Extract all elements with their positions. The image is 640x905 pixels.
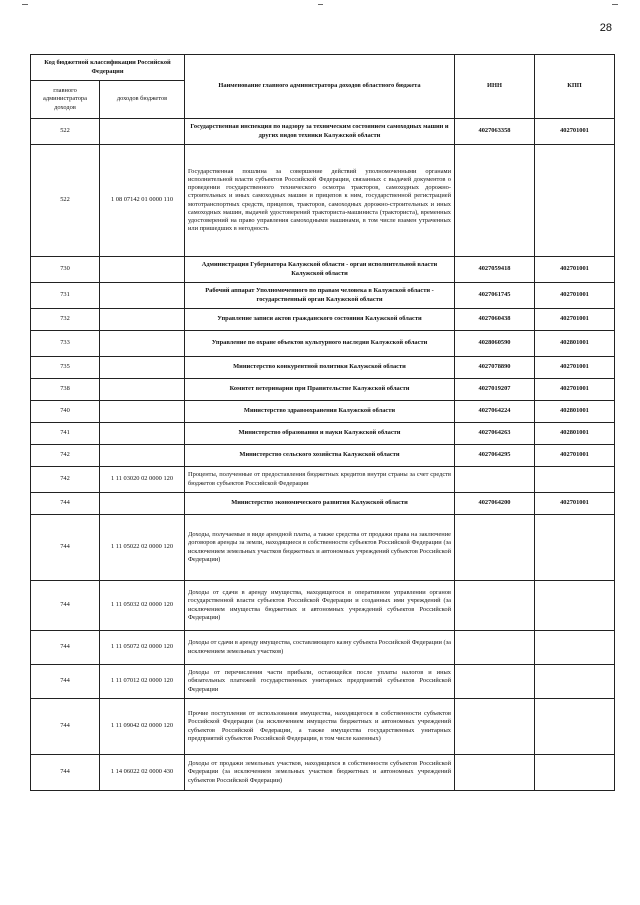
administrator-name-cell: Прочие поступления от использования имущества, находящегося в собственности субъектов Российской Федерации (за исключением имущества бюджетных и автономных учреждений субъектов Российской Федерации, а также имущества государственных унитарных предприятий субъектов Российской Федерации, в том числе казенных) xyxy=(185,699,455,755)
page-number: 28 xyxy=(599,22,612,34)
administrator-name-cell: Администрация Губернатора Калужской области - орган исполнительной власти Калужской области xyxy=(185,257,455,283)
table-row xyxy=(31,445,615,467)
inn-cell: 4027063358 xyxy=(455,119,535,145)
inn-cell: 4027064200 xyxy=(455,493,535,515)
inn-cell xyxy=(455,631,535,665)
header-name: Наименование главного администратора доходов областного бюджета xyxy=(185,55,455,119)
kpp-cell xyxy=(535,755,615,791)
scan-mark xyxy=(318,4,323,5)
administrator-name-cell: Министерство сельского хозяйства Калужской области xyxy=(185,445,455,467)
administrator-name-cell: Государственная инспекция по надзору за техническим состоянием самоходных машин и других видов техники Калужской области xyxy=(185,119,455,145)
kpp-cell: 402701001 xyxy=(535,493,615,515)
table-row xyxy=(31,401,615,423)
admin-code-cell: 522 xyxy=(31,119,100,145)
admin-code-cell: 732 xyxy=(31,309,100,331)
table-row xyxy=(31,357,615,379)
admin-code-cell: 742 xyxy=(31,445,100,467)
administrator-name-cell: Комитет ветеринарии при Правительстве Калужской области xyxy=(185,379,455,401)
administrator-name-cell: Министерство конкурентной политики Калужской области xyxy=(185,357,455,379)
kpp-cell: 402701001 xyxy=(535,357,615,379)
table-row xyxy=(31,331,615,357)
inn-cell: 4027064295 xyxy=(455,445,535,467)
income-code-cell xyxy=(100,283,185,309)
administrator-name-cell: Управление по охране объектов культурного наследия Калужской области xyxy=(185,331,455,357)
kpp-cell: 402701001 xyxy=(535,309,615,331)
administrator-name-cell: Управление записи актов гражданского состояния Калужской области xyxy=(185,309,455,331)
header-admin-code: главного администратора доходов xyxy=(31,81,100,119)
inn-cell xyxy=(455,665,535,699)
administrator-name-cell: Доходы, получаемые в виде арендной платы, а также средства от продажи права на заключение договоров аренды за земли, находящиеся в собственности субъектов Российской Федерации (за исключением земельных участков бюджетных и автономных учреждений субъектов Российской Федерации) xyxy=(185,515,455,581)
administrator-name-cell: Министерство образования и науки Калужской области xyxy=(185,423,455,445)
inn-cell: 4027064263 xyxy=(455,423,535,445)
admin-code-cell: 730 xyxy=(31,257,100,283)
administrator-name-cell: Доходы от перечисления части прибыли, остающейся после уплаты налогов и иных обязательных платежей государственных унитарных предприятий субъектов Российской Федерации xyxy=(185,665,455,699)
inn-cell: 4028060590 xyxy=(455,331,535,357)
admin-code-cell: 742 xyxy=(31,467,100,493)
scan-mark xyxy=(22,4,28,5)
kpp-cell: 402701001 xyxy=(535,257,615,283)
kpp-cell: 402701001 xyxy=(535,283,615,309)
admin-code-cell: 735 xyxy=(31,357,100,379)
table-row xyxy=(31,631,615,665)
header-kbk-group: Код бюджетной классификации Российской Федерации xyxy=(31,55,185,81)
inn-cell xyxy=(455,467,535,493)
header-kpp: КПП xyxy=(535,55,615,119)
inn-cell: 4027078890 xyxy=(455,357,535,379)
admin-code-cell: 744 xyxy=(31,755,100,791)
income-code-cell xyxy=(100,257,185,283)
administrator-name-cell: Доходы от сдачи в аренду имущества, находящегося в оперативном управлении органов государственной власти субъектов Российской Федерации и созданных ими учреждений (за исключением имущества бюджетных и автономных учреждений субъектов Российской Федерации) xyxy=(185,581,455,631)
inn-cell xyxy=(455,515,535,581)
income-code-cell: 1 11 05022 02 0000 120 xyxy=(100,515,185,581)
inn-cell: 4027061745 xyxy=(455,283,535,309)
administrator-name-cell: Доходы от продажи земельных участков, находящихся в собственности субъектов Российской Федерации (за исключением земельных участков бюджетных и автономных учреждений субъектов Российской Федерации) xyxy=(185,755,455,791)
inn-cell xyxy=(455,699,535,755)
table-body xyxy=(31,119,615,791)
administrator-name-cell: Министерство экономического развития Калужской области xyxy=(185,493,455,515)
header-inn: ИНН xyxy=(455,55,535,119)
income-code-cell: 1 11 05072 02 0000 120 xyxy=(100,631,185,665)
inn-cell xyxy=(455,755,535,791)
income-code-cell: 1 11 07012 02 0000 120 xyxy=(100,665,185,699)
table-row xyxy=(31,581,615,631)
administrator-name-cell: Доходы от сдачи в аренду имущества, составляющего казну субъекта Российской Федерации (за исключением земельных участков) xyxy=(185,631,455,665)
kpp-cell: 402801001 xyxy=(535,423,615,445)
admin-code-cell: 733 xyxy=(31,331,100,357)
table-row xyxy=(31,309,615,331)
kpp-cell xyxy=(535,467,615,493)
admin-code-cell: 731 xyxy=(31,283,100,309)
admin-code-cell: 744 xyxy=(31,515,100,581)
income-code-cell xyxy=(100,119,185,145)
inn-cell xyxy=(455,145,535,257)
administrator-name-cell: Министерство здравоохранения Калужской области xyxy=(185,401,455,423)
income-code-cell xyxy=(100,357,185,379)
inn-cell xyxy=(455,581,535,631)
admin-code-cell: 744 xyxy=(31,493,100,515)
table-row xyxy=(31,257,615,283)
admin-code-cell: 738 xyxy=(31,379,100,401)
table-row xyxy=(31,493,615,515)
administrator-name-cell: Рабочий аппарат Уполномоченного по правам человека в Калужской области - государственный орган Калужской области xyxy=(185,283,455,309)
kpp-cell: 402701001 xyxy=(535,445,615,467)
income-code-cell xyxy=(100,445,185,467)
table-row xyxy=(31,119,615,145)
kpp-cell xyxy=(535,581,615,631)
inn-cell: 4027059418 xyxy=(455,257,535,283)
administrator-name-cell: Государственная пошлина за совершение действий уполномоченными органами исполнительной власти субъектов Российской Федерации, связанных с выдачей документов о проведении государственного технического осмотра тракторов, самоходных дорожно-строительных и иных самоходных машин и прицепов к ним, государственной регистрацией мототранспортных средств, прицепов, тракторов, самоходных дорожно-строительных и иных самоходных машин, выдачей удостоверений тракториста-машиниста (тракториста), временных удостоверений на право управления самоходными машинами, в том числе взамен утраченных или пришедших в негодность xyxy=(185,145,455,257)
table-row xyxy=(31,379,615,401)
admin-code-cell: 522 xyxy=(31,145,100,257)
table-row xyxy=(31,423,615,445)
income-administrators-table xyxy=(30,54,615,791)
kpp-cell: 402801001 xyxy=(535,401,615,423)
income-code-cell xyxy=(100,331,185,357)
income-code-cell: 1 11 05032 02 0000 120 xyxy=(100,581,185,631)
income-code-cell xyxy=(100,493,185,515)
income-code-cell xyxy=(100,309,185,331)
income-code-cell: 1 08 07142 01 0000 110 xyxy=(100,145,185,257)
income-code-cell: 1 11 03020 02 0000 120 xyxy=(100,467,185,493)
admin-code-cell: 744 xyxy=(31,631,100,665)
table-row xyxy=(31,283,615,309)
inn-cell: 4027064224 xyxy=(455,401,535,423)
income-code-cell: 1 11 09042 02 0000 120 xyxy=(100,699,185,755)
table-row xyxy=(31,515,615,581)
admin-code-cell: 740 xyxy=(31,401,100,423)
kpp-cell xyxy=(535,699,615,755)
income-code-cell xyxy=(100,401,185,423)
kpp-cell: 402701001 xyxy=(535,379,615,401)
kpp-cell: 402801001 xyxy=(535,331,615,357)
administrator-name-cell: Проценты, полученные от предоставления бюджетных кредитов внутри страны за счет средств бюджетов субъектов Российской Федерации xyxy=(185,467,455,493)
kpp-cell xyxy=(535,145,615,257)
table-row xyxy=(31,467,615,493)
admin-code-cell: 744 xyxy=(31,699,100,755)
header-income-code: доходов бюджетов xyxy=(100,81,185,119)
income-code-cell xyxy=(100,423,185,445)
table-row xyxy=(31,665,615,699)
admin-code-cell: 744 xyxy=(31,665,100,699)
table-row xyxy=(31,755,615,791)
table-row xyxy=(31,699,615,755)
kpp-cell: 402701001 xyxy=(535,119,615,145)
kpp-cell xyxy=(535,665,615,699)
kpp-cell xyxy=(535,515,615,581)
admin-code-cell: 744 xyxy=(31,581,100,631)
income-code-cell: 1 14 06022 02 0000 430 xyxy=(100,755,185,791)
kpp-cell xyxy=(535,631,615,665)
inn-cell: 4027019207 xyxy=(455,379,535,401)
scan-mark xyxy=(612,4,618,5)
income-code-cell xyxy=(100,379,185,401)
inn-cell: 4027060438 xyxy=(455,309,535,331)
admin-code-cell: 741 xyxy=(31,423,100,445)
table-row xyxy=(31,145,615,257)
